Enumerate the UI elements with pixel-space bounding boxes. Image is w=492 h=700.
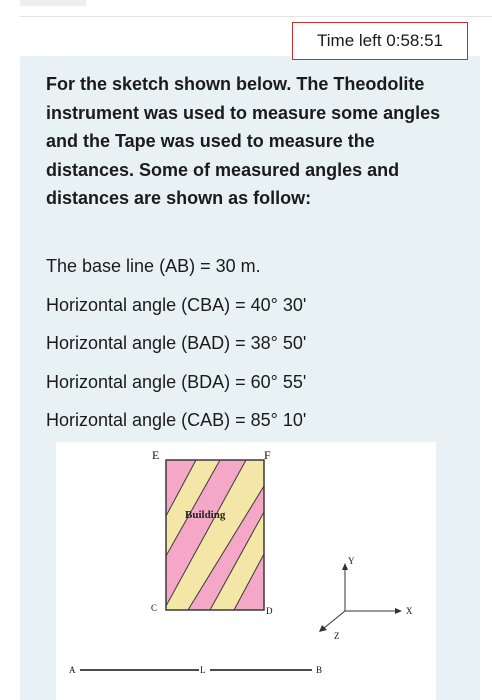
axis-x-label: X xyxy=(406,606,413,616)
question-intro: For the sketch shown below. The Theodolite instrument was used to measure some angles and the Tape was used to measure the distances. Some of measured angles and distances are shown as follow: xyxy=(46,74,441,208)
building-label: Building xyxy=(185,509,226,521)
baseline-ab-text: The base line (AB) = 30 m. xyxy=(46,256,261,276)
top-bar xyxy=(0,0,492,22)
survey-sketch xyxy=(56,442,436,700)
corner-d-label: D xyxy=(266,606,273,616)
point-a-label: A xyxy=(69,665,76,675)
point-l-label: L xyxy=(200,665,206,675)
axis-z-label: Z xyxy=(334,631,340,641)
top-tab[interactable] xyxy=(20,0,86,6)
corner-f-label: F xyxy=(264,448,271,462)
corner-e-label: E xyxy=(152,448,160,462)
z-axis xyxy=(324,611,345,628)
angle-bda-text: Horizontal angle (BDA) = 60° 55' xyxy=(46,372,307,392)
angle-cba-text: Horizontal angle (CBA) = 40° 30' xyxy=(46,295,307,315)
top-divider xyxy=(20,16,492,17)
x-arrowhead xyxy=(395,608,402,614)
time-left-label: Time left 0:58:51 xyxy=(317,31,443,50)
coordinate-axes xyxy=(319,556,413,641)
time-left-box xyxy=(292,22,468,60)
axis-y-label: Y xyxy=(348,556,355,566)
baseline-ab xyxy=(69,665,322,675)
corner-c-label: C xyxy=(151,603,158,613)
angle-cab-text: Horizontal angle (CAB) = 85° 10' xyxy=(46,410,307,430)
angle-bad-text: Horizontal angle (BAD) = 38° 50' xyxy=(46,333,307,353)
building xyxy=(166,460,264,610)
point-b-label: B xyxy=(316,665,323,675)
